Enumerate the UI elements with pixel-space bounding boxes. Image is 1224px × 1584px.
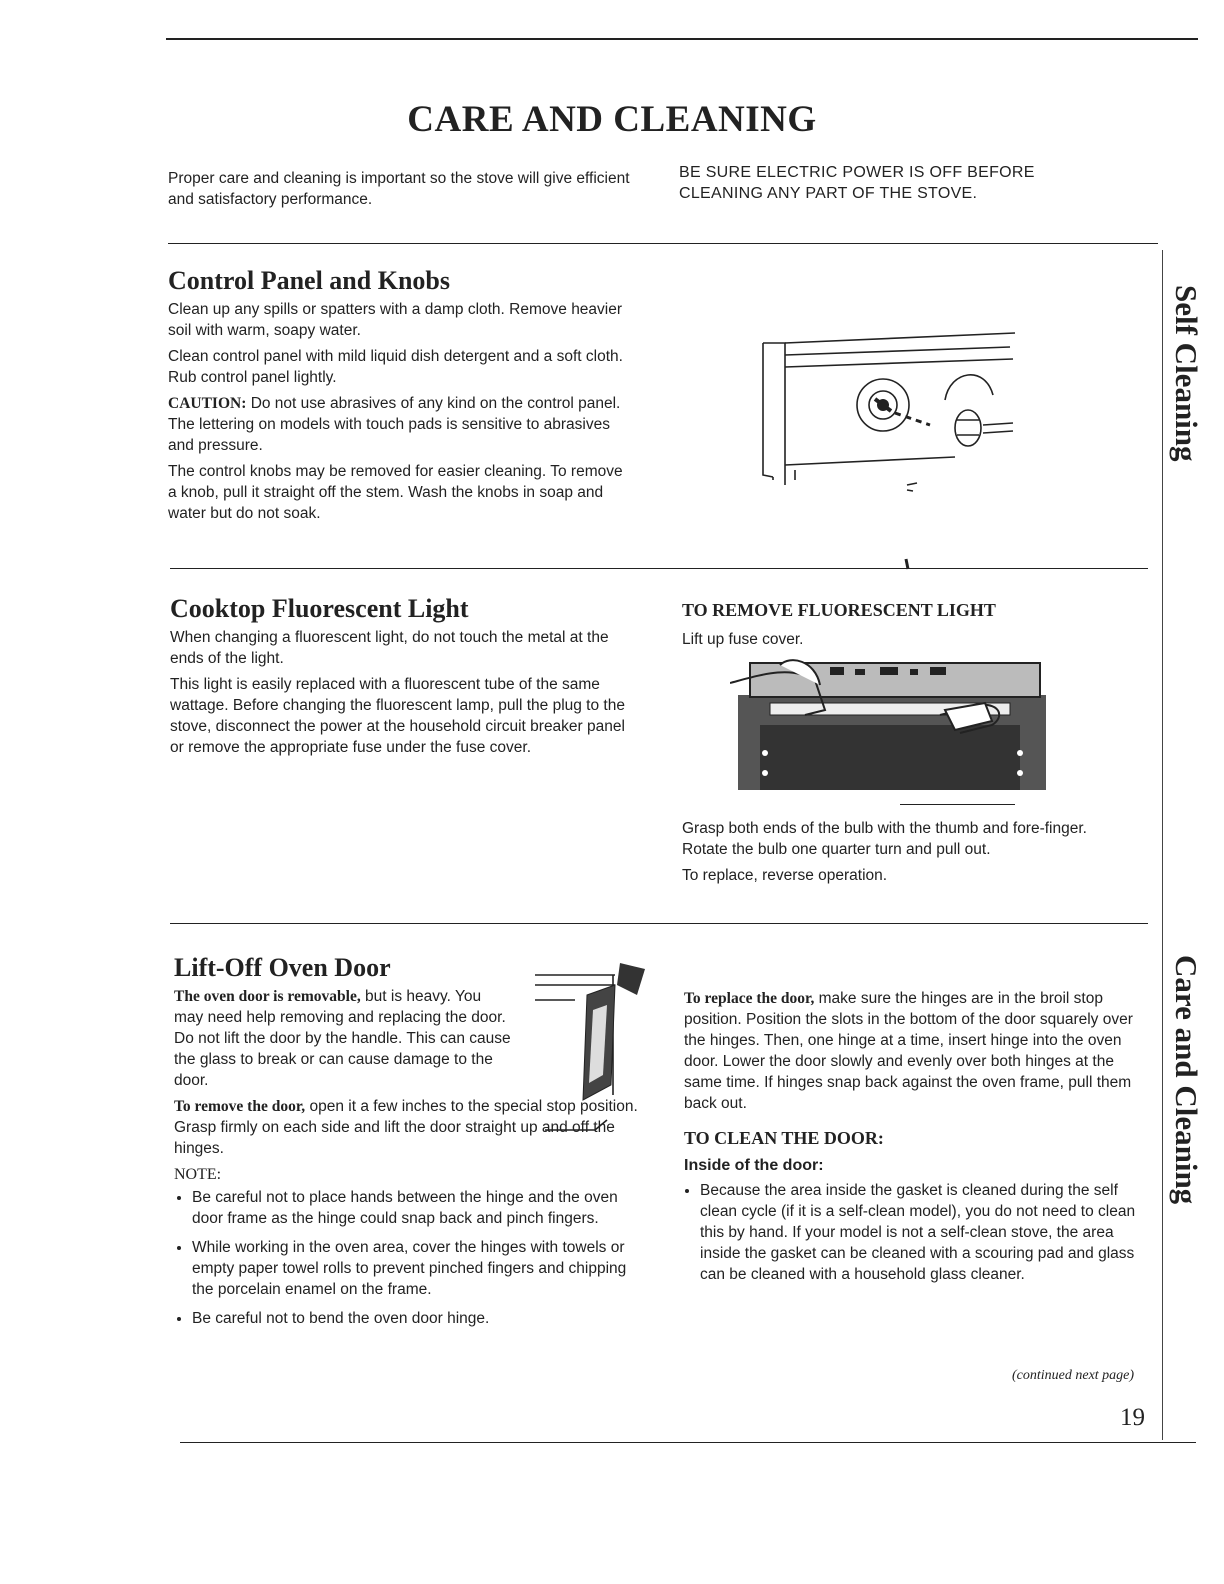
caution-text: Do not use abrasives of any kind on the control panel. The lettering on models with touch pads is sensitive to abrasives and pressure. — [168, 395, 621, 454]
fluorescent-light-illustration — [730, 655, 1060, 805]
replace-door-lead: To replace the door, — [684, 990, 815, 1007]
note-item: • While working in the oven area, cover the hinges with towels or empty paper towel rolls to prevent pinched fingers and chipping the porcelain enamel on the frame. — [192, 1237, 644, 1300]
power-warning: BE SURE ELECTRIC POWER IS OFF BEFORE CLEANING ANY PART OF THE STOVE. — [679, 164, 1035, 202]
note-item: • Be careful not to place hands between the hinge and the oven door frame as the hinge could snap back and pinch fingers. — [192, 1187, 644, 1229]
replace-door-section — [684, 988, 1140, 1293]
inside-door-heading: Inside of the door: — [684, 1157, 824, 1174]
page-title: CARE AND CLEANING — [407, 99, 817, 140]
remove-light-section — [682, 600, 1122, 655]
inside-door-bullet: • Because the area inside the gasket is cleaned during the self clean cycle (if it is a self-clean model), you do not need to clean this by hand. If your model is not a self-clean stove, the area inside the gasket can be cleaned with a scouring pad and glass can be cleaned with a household glass cleaner. — [700, 1180, 1140, 1285]
note-label: NOTE: — [174, 1166, 222, 1183]
bottom-rule — [180, 1442, 1196, 1443]
replace-door-p — [684, 988, 1140, 1114]
right-margin-line — [1162, 250, 1163, 1440]
oven-door-p1-text: but is heavy. You may need help removing and replacing the door. Do not lift the door by the handle. This can cause the glass to break or can cause damage to the door. — [174, 988, 511, 1089]
oven-door-p2-lead: To remove the door, — [174, 1098, 306, 1115]
section-rule-2 — [170, 568, 1148, 569]
control-panel-p2: Clean control panel with mild liquid dish detergent and a soft cloth. Rub control panel lightly. — [168, 348, 623, 386]
intro-text: Proper care and cleaning is important so the stove will give efficient and satisfactory performance. — [168, 170, 630, 208]
separator-mark — [898, 555, 918, 575]
section-rule-1 — [168, 243, 1158, 244]
side-tab-care-and-cleaning: Care and Cleaning — [1169, 955, 1204, 1205]
remove-light-steps — [682, 818, 1102, 891]
remove-step-2: Grasp both ends of the bulb with the thumb and fore-finger. Rotate the bulb one quarter turn and pull out. — [682, 820, 1087, 858]
control-panel-section — [168, 266, 628, 529]
control-panel-p1: Clean up any spills or spatters with a damp cloth. Remove heavier soil with warm, soapy water. — [168, 301, 623, 339]
clean-door-heading: TO CLEAN THE DOOR: — [684, 1128, 884, 1148]
control-panel-caution — [168, 393, 628, 456]
caution-label: CAUTION: — [168, 395, 247, 412]
section-rule-3 — [170, 923, 1148, 924]
continued-note: (continued next page) — [1012, 1368, 1135, 1383]
oven-door-p1 — [174, 986, 514, 1091]
note-item: • Be careful not to bend the oven door hinge. — [192, 1308, 644, 1329]
note-list — [174, 1187, 644, 1329]
remove-light-heading: TO REMOVE FLUORESCENT LIGHT — [682, 600, 996, 620]
replace-door-text: make sure the hinges are in the broil stop position. Position the slots in the bottom of the door squarely over the hinges. Then, one hinge at a time, insert hinge into the oven door. Lower the door slowly and evenly over both hinges at the same time. If hinges snap back against the oven frame, pull them back out. — [684, 990, 1133, 1112]
oven-door-heading: Lift-Off Oven Door — [174, 953, 391, 982]
top-rule — [166, 38, 1198, 40]
side-tab-self-cleaning: Self Cleaning — [1169, 285, 1204, 462]
page-number: 19 — [1120, 1404, 1145, 1431]
inside-door-list — [684, 1180, 1140, 1285]
fluorescent-section — [170, 594, 630, 763]
oven-door-illustration — [525, 955, 660, 1135]
control-panel-illustration — [755, 325, 1035, 525]
fluorescent-p1: When changing a fluorescent light, do not touch the metal at the ends of the light. — [170, 629, 609, 667]
remove-step-1: Lift up fuse cover. — [682, 631, 804, 648]
remove-step-3: To replace, reverse operation. — [682, 867, 888, 884]
fluorescent-heading: Cooktop Fluorescent Light — [170, 594, 469, 623]
fluorescent-p2: This light is easily replaced with a fluorescent tube of the same wattage. Before changing the fluorescent lamp, pull the plug to the stove, disconnect the power at the household circuit breaker panel or remove the appropriate fuse under the fuse cover. — [170, 676, 625, 756]
oven-door-p2-text: open it a few inches to the special stop position. Grasp firmly on each side and lift the door straight up and off the hinges. — [174, 1098, 638, 1157]
control-panel-p4: The control knobs may be removed for easier cleaning. To remove a knob, pull it straight off the stem. Wash the knobs in soap and water but do not soak. — [168, 463, 623, 522]
control-panel-heading: Control Panel and Knobs — [168, 266, 450, 295]
oven-door-p1-lead: The oven door is removable, — [174, 988, 361, 1005]
